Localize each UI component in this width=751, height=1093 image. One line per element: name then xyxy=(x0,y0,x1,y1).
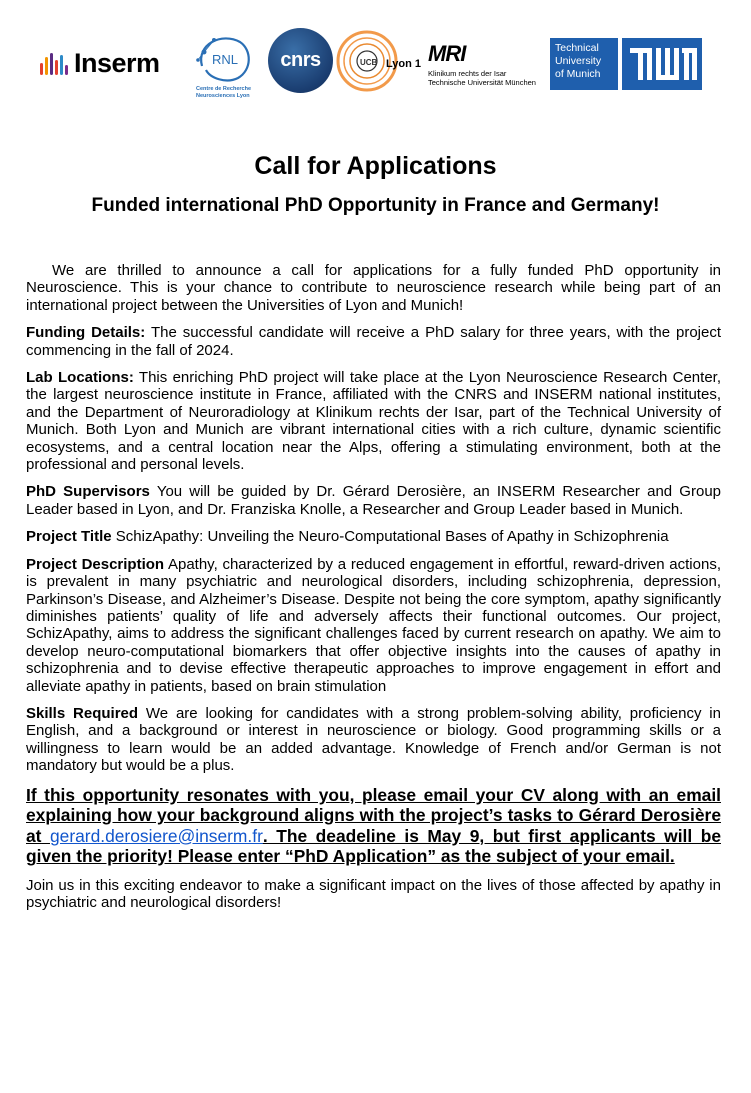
inserm-logo xyxy=(40,50,160,77)
project-description-section xyxy=(26,556,721,695)
section-label: Lab Locations: xyxy=(26,369,134,387)
cta-text-after: . The deadeline is May 9, but first applicants will be given the priority! Please enter “PhD Application” as the subject of your email. xyxy=(26,825,721,867)
section-text: We are looking for candidates with a strong problem-solving ability, proficiency in English, and a background or interest in neuroscience or biology. Good programming skills or a willingness to learn would be an added advantage. Knowledge of French and/or German is not mandatory but would be a plus. xyxy=(26,704,721,775)
section-text: You will be guided by Dr. Gérard Derosière, an INSERM Researcher and Group Leader based in Lyon, and Dr. Franziska Knolle, a Researcher and Group Leader based in Munich. xyxy=(26,483,721,518)
funding-details-section xyxy=(26,324,721,359)
section-text: SchizApathy: Unveiling the Neuro-Computational Bases of Apathy in Schizophrenia xyxy=(115,528,669,546)
cta-text-before: If this opportunity resonates with you, please email your CV along with an email explaining how your background aligns with the project’s tasks to Gérard Derosière at xyxy=(26,784,721,846)
lab-locations-section xyxy=(26,369,721,473)
main-content xyxy=(26,262,721,922)
crnl-line2: Neurosciences Lyon xyxy=(196,93,250,98)
logo-strip xyxy=(40,28,710,100)
inserm-wordmark: Inserm xyxy=(74,48,160,78)
skills-required-section xyxy=(26,705,721,775)
project-title-section xyxy=(26,528,721,545)
crnl-emblem-icon xyxy=(190,30,260,98)
crnl-logo xyxy=(190,30,260,98)
intro-paragraph: We are thrilled to announce a call for applications for a fully funded PhD opportunity in Neuroscience. This is your chance to contribute to neuroscience research while being part of an international project between the Universities of Lyon and Munich! xyxy=(26,262,721,314)
closing-paragraph: Join us in this exciting endeavor to make a significant impact on the lives of those affected by apathy in psychiatric and neurological disorders! xyxy=(26,876,721,912)
section-text: The successful candidate will receive a PhD salary for three years, with the project commencing in the fall of 2024. xyxy=(26,324,721,359)
section-text: Apathy, characterized by a reduced engagement in effortful, reward-driven actions, is prevalent in many psychiatric and neurological disorders, including schizophrenia, depression, Parkinson’s Disease, and Alzheimer’s Disease. Despite not being the core symptom, apathy significantly diminishes patients’ quality of life and adversely affects their functional outcomes. Our project, SchizApathy, aims to address the significant challenges faced by current research on apathy. We aim to develop neuro-computational biomarkers that offer objective insights into the causes of apathy in schizophrenia and to devise effective therapeutic approaches to improve engagement in effort and alleviate apathy in patients, based on brain stimulation xyxy=(26,555,721,695)
section-label: Project Title xyxy=(26,528,112,546)
phd-supervisors-section xyxy=(26,483,721,518)
tum-line2: University xyxy=(555,55,602,67)
tum-name-block xyxy=(550,38,618,90)
call-to-action xyxy=(26,785,721,867)
section-label: Project Description xyxy=(26,555,165,573)
mri-line1: Klinikum rechts der Isar xyxy=(428,69,507,78)
tum-line3: of Munich xyxy=(555,68,601,80)
cnrs-wordmark: cnrs xyxy=(280,49,321,71)
crnl-line1: Centre de Recherche xyxy=(196,86,252,92)
mri-line2: Technische Universität München xyxy=(428,78,536,87)
section-text: This enriching PhD project will take place at the Lyon Neuroscience Research Center, the largest neuroscience institute in France, affiliated with the CNRS and INSERM national institutes, and the Department of Neuroradiology at Klinikum rechts der Isar, part of the Technical University of Munich. Both Lyon and Munich are vibrant international cities with a rich culture, dynamic scientific ecosystems, and a central location near the Alps, offering a stimulating environment, both at the professional and personal levels. xyxy=(26,369,721,474)
cnrs-logo xyxy=(268,28,333,93)
tum-logo xyxy=(622,38,702,90)
email-link[interactable]: gerard.derosiere@inserm.fr xyxy=(49,825,263,846)
page-subtitle: Funded international PhD Opportunity in France and Germany! xyxy=(91,195,660,216)
mri-mark: MRI xyxy=(428,41,466,66)
tum-line1: Technical xyxy=(555,42,599,54)
mri-logo xyxy=(428,43,536,87)
ucb-abbr: UCB xyxy=(360,58,378,67)
section-label: PhD Supervisors xyxy=(26,483,150,501)
lyon1-label: Lyon 1 xyxy=(386,58,422,70)
tum-mark-icon xyxy=(622,38,702,90)
section-label: Funding Details: xyxy=(26,324,146,342)
inserm-bars-icon xyxy=(40,53,68,75)
crnl-abbr: RNL xyxy=(212,52,239,67)
section-label: Skills Required xyxy=(26,704,139,722)
page-title: Call for Applications xyxy=(254,152,497,180)
